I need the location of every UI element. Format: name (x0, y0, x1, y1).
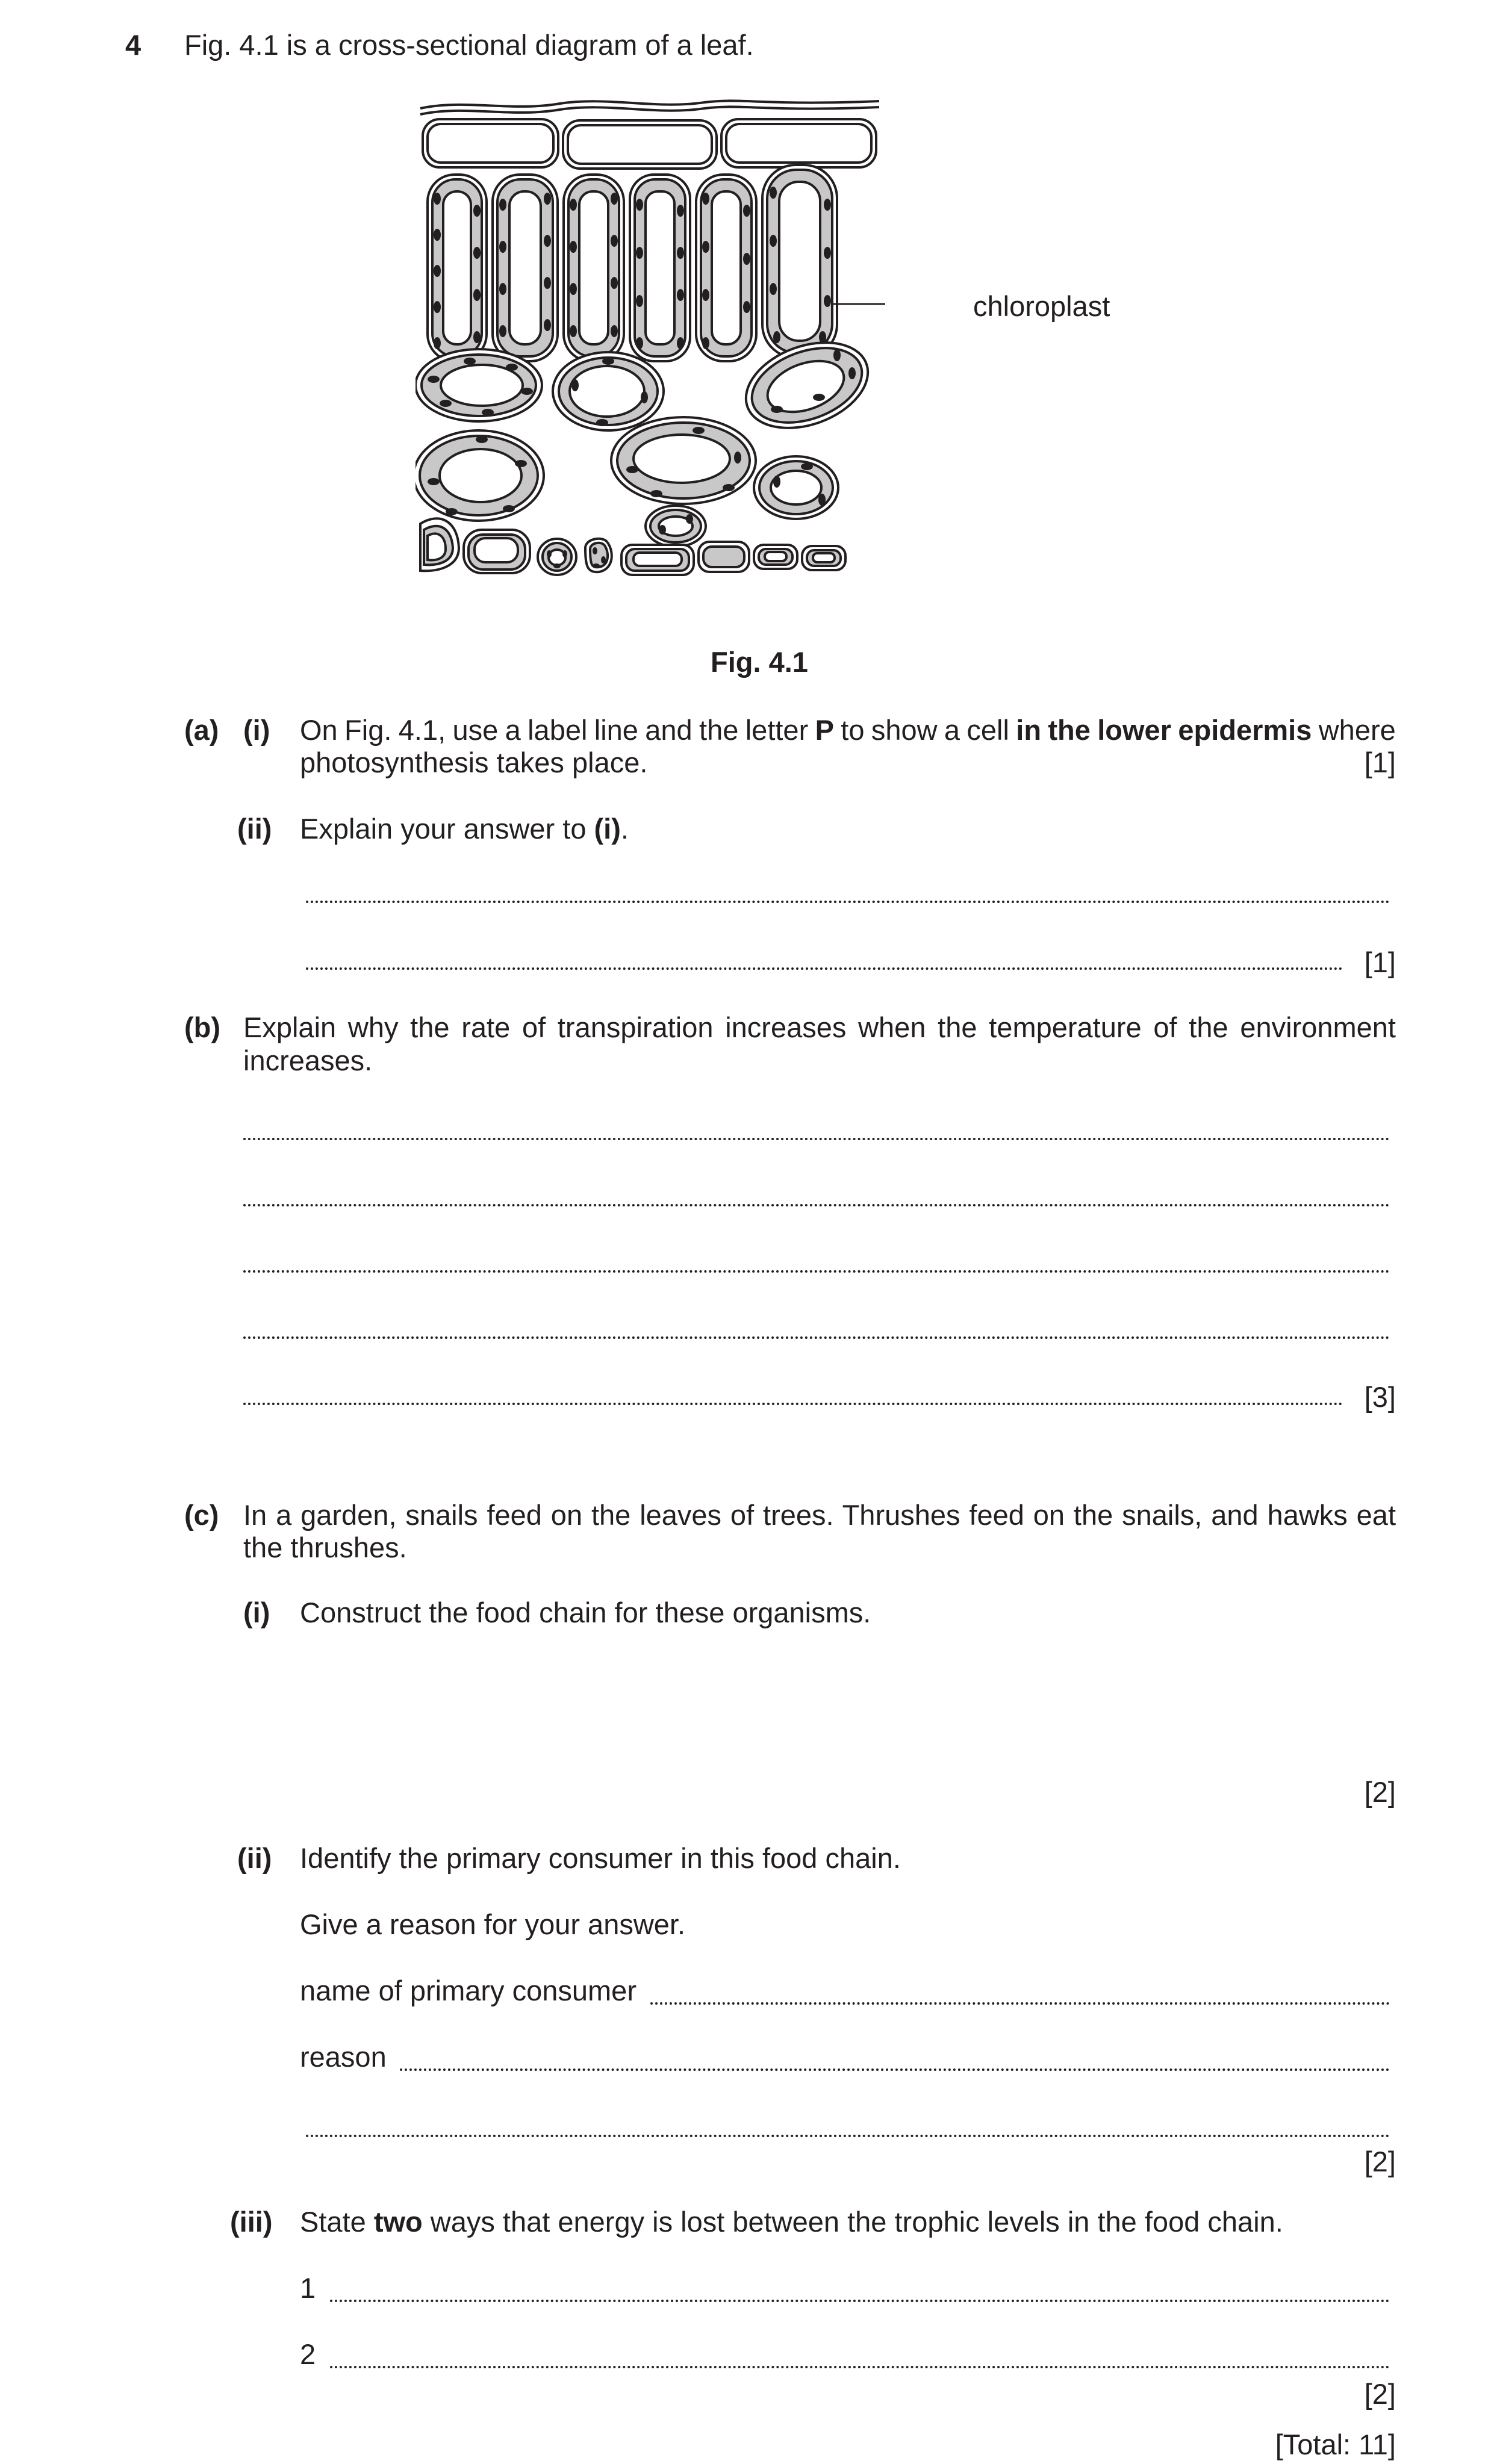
answer-line[interactable] (243, 1403, 1343, 1405)
answer-line[interactable] (243, 1204, 1390, 1206)
part-b-mark: [3] (1364, 1381, 1396, 1413)
part-b-text-line1: Explain why the rate of transpiration increases when the temperature of the environment (243, 1011, 1396, 1043)
part-a-i-text-line2: photosynthesis takes place. (300, 746, 648, 778)
answer-line[interactable] (306, 967, 1343, 970)
chloroplast-label: chloroplast (973, 290, 1110, 322)
part-c-text-line1: In a garden, snails feed on the leaves of trees. Thrushes feed on the snails, and hawks eat (243, 1499, 1396, 1531)
part-a-ii-label: (ii) (237, 813, 272, 845)
part-a-ii-mark: [1] (1364, 946, 1396, 978)
part-c-label: (c) (184, 1499, 219, 1531)
primary-consumer-answer-line[interactable] (650, 2002, 1390, 2005)
part-c-ii-mark: [2] (1364, 2146, 1396, 2177)
part-c-iii-text: State two ways that energy is lost between the trophic levels in the food chain. (300, 2206, 1283, 2238)
question-number: 4 (125, 29, 142, 61)
answer-number-1: 1 (300, 2272, 316, 2304)
part-b-label: (b) (184, 1011, 221, 1043)
part-a-i-text: On Fig. 4.1, use a label line and the letter P to show a cell in the lower epidermis where (300, 714, 1396, 746)
part-a-label: (a) (184, 714, 219, 746)
answer-line[interactable] (243, 1336, 1390, 1339)
answer-line[interactable] (330, 2366, 1390, 2368)
answer-line[interactable] (243, 1270, 1390, 1273)
part-c-text-line2: the thrushes. (243, 1531, 407, 1563)
answer-line[interactable] (243, 1138, 1390, 1140)
food-chain-answer-area[interactable] (300, 1637, 1384, 1758)
reason-label: reason (300, 2041, 387, 2073)
answer-line[interactable] (306, 901, 1390, 903)
primary-consumer-label: name of primary consumer (300, 1975, 637, 2006)
question-intro: Fig. 4.1 is a cross-sectional diagram of a leaf. (184, 29, 754, 61)
part-c-ii-text: Identify the primary consumer in this food chain. (300, 1842, 901, 1874)
part-c-ii-label: (ii) (237, 1842, 272, 1874)
part-c-ii-text2: Give a reason for your answer. (300, 1908, 686, 1940)
part-c-iii-label: (iii) (230, 2206, 273, 2238)
answer-line[interactable] (306, 2135, 1390, 2137)
part-a-i-mark: [1] (1364, 746, 1396, 778)
total-marks: [Total: 11] (1275, 2428, 1396, 2460)
answer-number-2: 2 (300, 2338, 316, 2370)
part-c-i-label: (i) (243, 1597, 270, 1628)
leaf-diagram (416, 90, 885, 596)
part-c-i-mark: [2] (1364, 1776, 1396, 1808)
part-c-i-text: Construct the food chain for these organisms. (300, 1597, 871, 1628)
part-a-i-label: (i) (243, 714, 270, 746)
part-c-iii-mark: [2] (1364, 2378, 1396, 2410)
part-b-text-line2: increases. (243, 1044, 373, 1076)
reason-answer-line[interactable] (400, 2068, 1390, 2071)
answer-line[interactable] (330, 2300, 1390, 2302)
figure-caption: Fig. 4.1 (711, 646, 808, 678)
part-a-ii-text: Explain your answer to (i). (300, 813, 629, 845)
